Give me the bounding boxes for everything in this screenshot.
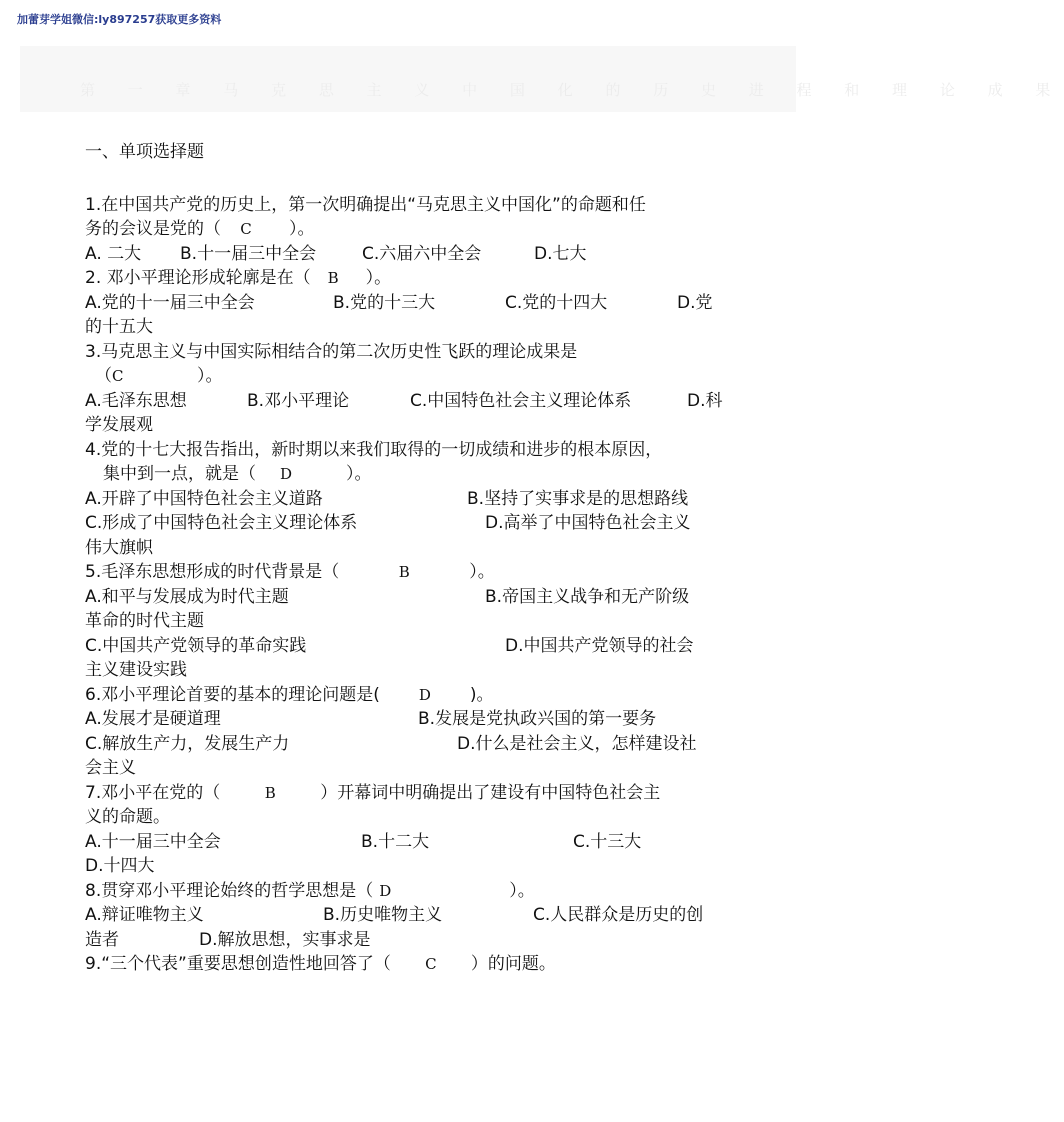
q5-stem-post: ）。 [469,562,495,582]
q7-option-a: A.十一届三中全会 [85,831,221,852]
q1-stem-pre: 务的会议是党的（ [85,219,221,239]
q1-option-d: D.七大 [534,243,587,264]
q8-option-b: B.历史唯物主义 [323,905,443,925]
q5-option-b-cont: 革命的时代主题 [85,611,204,631]
q6-stem-pre: 6.邓小平理论首要的基本的理论问题是( [85,684,380,705]
q4-option-b: B.坚持了实事求是的思想路线 [467,488,689,509]
q2-stem-pre: 2. 邓小平理论形成轮廓是在（ [85,268,311,288]
q1-option-a: A. 二大 [85,243,142,264]
q2-stem [85,266,735,291]
q9-stem [85,952,735,977]
q3-option-b: B.邓小平理论 [247,390,350,411]
q6-answer: D [418,685,431,704]
q4-options-row2 [85,511,735,536]
q6-option-a: A.发展才是硬道理 [85,709,221,729]
q7-stem-pre: 7.邓小平在党的（ [85,782,221,803]
q6-option-d: D.什么是社会主义，怎样建设社 [457,733,697,754]
q4-option-a: A.开辟了中国特色社会主义道路 [85,488,323,509]
q4-stem-pre: 集中到一点，就是（ [103,464,256,484]
watermark-text: 加蕾芽学姐微信:ly897257获取更多资料 [17,13,222,26]
q1-option-b: B.十一届三中全会 [180,243,317,264]
q3-options [85,389,735,414]
q3-stem-line2 [85,364,735,389]
q2-option-a: A.党的十一届三中全会 [85,292,255,313]
section-title: 一、单项选择题 [85,142,204,162]
q6-stem-post: )。 [469,684,494,705]
q2-option-b: B.党的十三大 [333,292,436,313]
q8-answer: D [379,881,392,900]
q5-option-b: B.帝国主义战争和无产阶级 [485,586,690,607]
q5-option-a: A.和平与发展成为时代主题 [85,586,289,607]
q4-option-d-cont: 伟大旗帜 [85,537,153,558]
q2-answer: B [327,269,339,287]
q6-option-b: B.发展是党执政兴国的第一要务 [418,709,657,729]
q8-options-row2 [85,928,735,953]
q1-option-c: C.六届六中全会 [362,243,482,264]
q4-answer: D [279,465,293,483]
q9-stem-post: ）的问题。 [470,954,556,974]
q2-option-d-cont: 的十五大 [85,317,153,337]
q1-stem-post: ）。 [289,219,315,239]
q1-stem-line1: 1.在中国共产党的历史上，第一次明确提出“马克思主义中国化”的命题和任 [85,194,646,215]
q6-option-d-cont: 会主义 [85,758,136,778]
q9-answer: C [425,955,437,973]
q8-option-c: C.人民群众是历史的创 [533,905,704,925]
q8-stem [85,879,735,904]
q3-stem-post: ）。 [197,366,223,386]
q5-stem [85,560,735,585]
q3-answer: C [112,367,124,385]
q8-options-row1 [85,903,735,928]
q4-stem-line1: 4.党的十七大报告指出，新时期以来我们取得的一切成绩和进步的根本原因， [85,439,663,460]
q1-stem-line2 [85,217,735,242]
q7-option-b: B.十二大 [361,831,430,852]
q2-options [85,291,735,316]
q8-stem-post: ）。 [509,880,535,901]
q1-options [85,242,735,267]
q5-answer: B [398,563,410,581]
q3-stem-pre: （ [95,366,112,386]
q6-options-row1 [85,707,735,732]
q4-option-d: D.高举了中国特色社会主义 [485,513,691,533]
q4-stem-line2 [85,462,735,487]
q7-options-row1 [85,830,735,855]
q3-option-d: D.科 [687,390,723,411]
q7-answer: B [264,783,276,802]
q7-stem-line2: 义的命题。 [85,807,170,827]
q6-option-c: C.解放生产力，发展生产力 [85,733,290,754]
q8-stem-pre: 8.贯穿邓小平理论始终的哲学思想是（ [85,880,374,901]
q5-stem-pre: 5.毛泽东思想形成的时代背景是（ [85,562,340,582]
q8-option-a: A.辩证唯物主义 [85,905,204,925]
q1-answer: C [240,220,252,238]
q5-options-row1 [85,585,735,610]
q9-stem-pre: 9.“三个代表”重要思想创造性地回答了（ [85,954,391,974]
q2-option-c: C.党的十四大 [505,292,608,313]
q2-stem-post: ）。 [365,268,392,288]
q4-stem-post: ）。 [346,464,372,484]
q5-option-d: D.中国共产党领导的社会 [505,635,694,656]
q7-option-d: D.十四大 [85,856,155,876]
q5-option-d-cont: 主义建设实践 [85,660,187,680]
q3-option-d-cont: 学发展观 [85,415,153,435]
q2-option-d: D.党 [677,292,713,313]
q3-option-c: C.中国特色社会主义理论体系 [410,390,632,411]
q4-options-row1 [85,487,735,512]
q6-options-row2 [85,732,735,757]
q7-stem-post: ）开幕词中明确提出了建设有中国特色社会主 [320,782,661,803]
q5-option-c: C.中国共产党领导的革命实践 [85,635,307,656]
question-list [85,140,735,977]
q7-stem-line1 [85,781,735,806]
q3-stem-line1: 3.马克思主义与中国实际相结合的第二次历史性飞跃的理论成果是 [85,341,578,362]
q7-option-c: C.十三大 [573,831,642,852]
q8-option-c-cont: 造者 [85,929,119,950]
q4-option-c: C.形成了中国特色社会主义理论体系 [85,513,358,533]
q6-stem [85,683,735,708]
q5-options-row2 [85,634,735,659]
chapter-title: 第 一 章 马 克 思 主 义 中 国 化 的 历 史 进 程 和 理 论 成 果 [80,81,1064,99]
q8-option-d: D.解放思想，实事求是 [199,929,371,950]
q3-option-a: A.毛泽东思想 [85,390,187,411]
